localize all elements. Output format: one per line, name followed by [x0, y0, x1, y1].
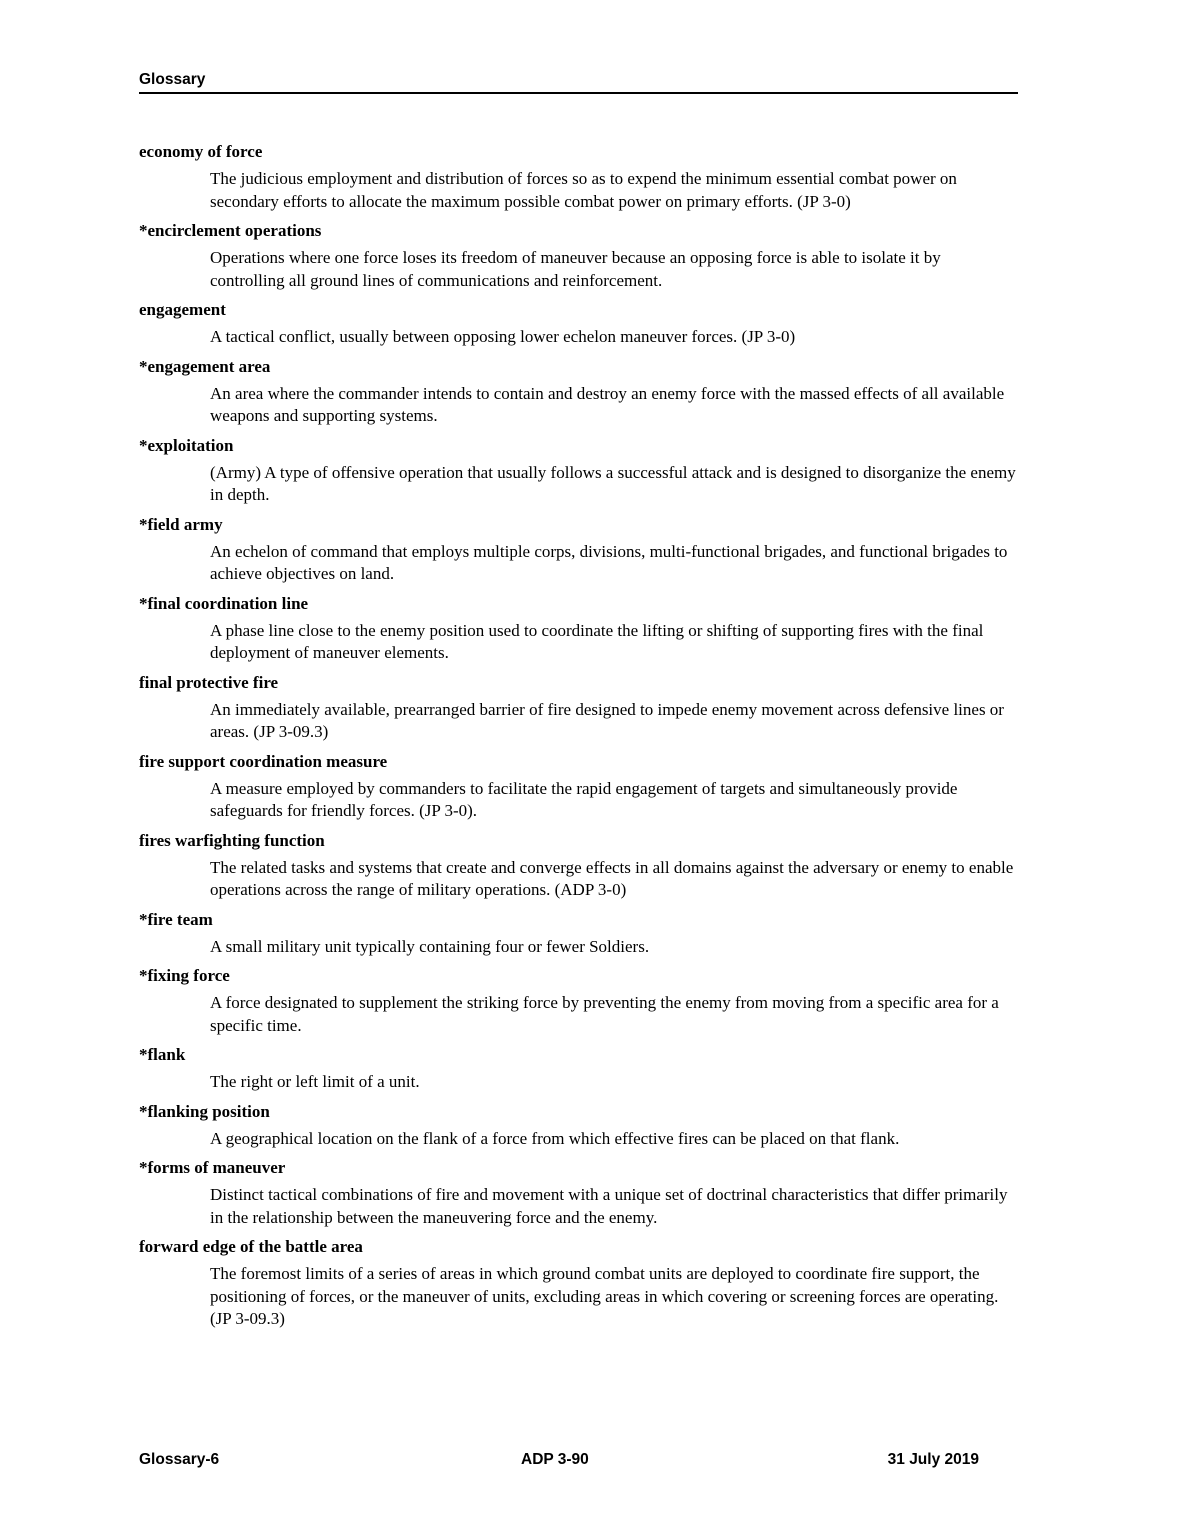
glossary-definition: A measure employed by commanders to facilitate the rapid engagement of targets and simultaneously provide safeguards for friendly forces. (JP 3-0).	[210, 778, 958, 820]
glossary-entry	[139, 1101, 1019, 1151]
glossary-term: engagement	[139, 300, 226, 319]
glossary-definition: An area where the commander intends to contain and destroy an enemy force with the massed effects of all available weapons and supporting systems.	[210, 383, 1005, 425]
glossary-definition: An echelon of command that employs multiple corps, divisions, multi-functional brigades, and functional brigades to achieve objectives on land.	[210, 541, 1008, 583]
glossary-entry	[139, 909, 1019, 959]
glossary-term: *exploitation	[139, 435, 234, 455]
glossary-definition: A force designated to supplement the striking force by preventing the enemy from moving from a specific area for a specific time.	[210, 993, 999, 1035]
glossary-definition: The judicious employment and distribution of forces so as to expend the minimum essential combat power on secondary efforts to allocate the maximum possible combat power on primary efforts. (JP 3-0)	[210, 169, 957, 211]
glossary-term: *flank	[139, 1045, 186, 1064]
glossary-term: forward edge of the battle area	[139, 1237, 363, 1256]
glossary-term: *field army	[139, 514, 223, 534]
glossary-entry	[139, 1236, 1019, 1331]
page-footer	[139, 1450, 1019, 1472]
glossary-term: *fire team	[139, 909, 213, 929]
glossary-list	[139, 141, 1019, 1338]
glossary-term: economy of force	[139, 142, 263, 161]
footer-page-number: Glossary-6	[139, 1451, 220, 1468]
glossary-term: fire support coordination measure	[139, 751, 388, 771]
glossary-definition: The foremost limits of a series of areas in which ground combat units are deployed to coordinate fire support, the positioning of forces, or the maneuver of units, excluding areas in which covering or screening forces are operating. (JP 3-09.3)	[210, 1264, 999, 1328]
glossary-entry	[139, 514, 1019, 586]
glossary-term: *final coordination line	[139, 593, 309, 613]
glossary-entry	[139, 220, 1019, 292]
glossary-entry	[139, 141, 1019, 213]
glossary-term: *fixing force	[139, 966, 230, 985]
glossary-entry	[139, 672, 1019, 744]
glossary-term: *flanking position	[139, 1101, 270, 1121]
glossary-definition: A geographical location on the flank of a force from which effective fires can be placed on that flank.	[210, 1128, 900, 1148]
glossary-definition: A tactical conflict, usually between opposing lower echelon maneuver forces. (JP 3-0)	[210, 327, 796, 346]
glossary-entry	[139, 1157, 1019, 1229]
glossary-definition: Operations where one force loses its freedom of maneuver because an opposing force is able to isolate it by controlling all ground lines of communications and reinforcement.	[210, 248, 941, 290]
glossary-entry	[139, 751, 1019, 823]
glossary-term: *forms of maneuver	[139, 1158, 286, 1177]
footer-date: 31 July 2019	[887, 1451, 979, 1468]
footer-publication: ADP 3-90	[521, 1451, 589, 1468]
glossary-term: final protective fire	[139, 672, 279, 692]
glossary-term: fires warfighting function	[139, 830, 325, 850]
glossary-definition: Distinct tactical combinations of fire and movement with a unique set of doctrinal characteristics that differ primarily in the relationship between the maneuvering force and the enemy.	[210, 1185, 1008, 1227]
glossary-definition: A phase line close to the enemy position used to coordinate the lifting or shifting of supporting fires with the final deployment of maneuver elements.	[210, 620, 984, 662]
glossary-definition: (Army) A type of offensive operation that usually follows a successful attack and is designed to disorganize the enemy in depth.	[210, 462, 1016, 504]
glossary-entry	[139, 299, 1019, 349]
glossary-term: *encirclement operations	[139, 221, 322, 240]
glossary-entry	[139, 1044, 1019, 1094]
glossary-entry	[139, 435, 1019, 507]
glossary-entry	[139, 965, 1019, 1037]
glossary-term: *engagement area	[139, 356, 271, 376]
glossary-entry	[139, 830, 1019, 902]
glossary-entry	[139, 356, 1019, 428]
glossary-definition: A small military unit typically containing four or fewer Soldiers.	[210, 936, 650, 956]
glossary-definition: The right or left limit of a unit.	[210, 1072, 420, 1091]
glossary-definition: An immediately available, prearranged barrier of fire designed to impede enemy movement across defensive lines or areas. (JP 3-09.3)	[210, 699, 1004, 741]
header-title: Glossary	[139, 71, 206, 88]
glossary-definition: The related tasks and systems that create and converge effects in all domains against the adversary or enemy to enable operations across the range of military operations. (ADP 3-0)	[210, 857, 1014, 899]
glossary-entry	[139, 593, 1019, 665]
page-header	[139, 70, 1018, 94]
